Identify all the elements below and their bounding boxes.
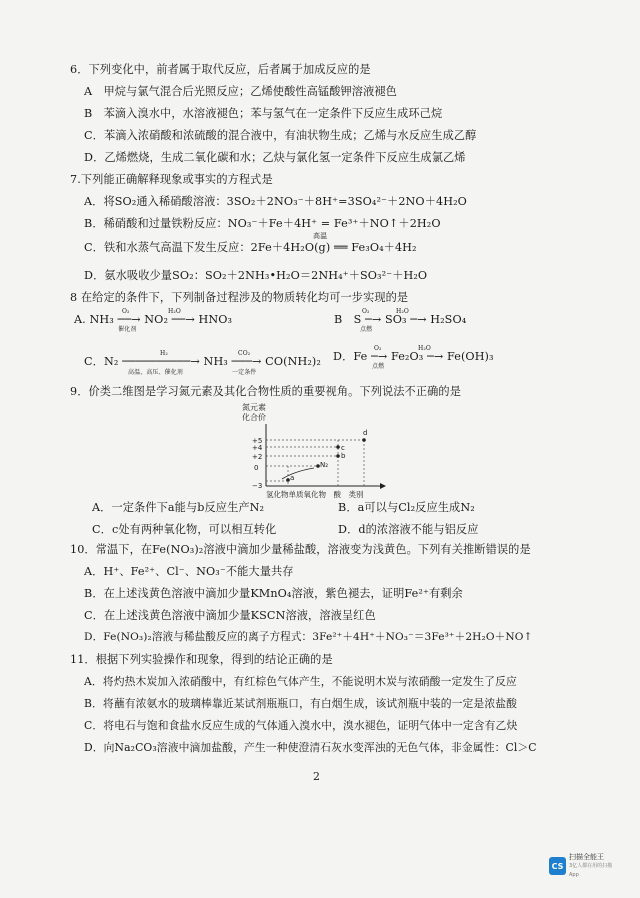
point-b [336,454,340,458]
label-d: d [363,429,368,437]
q8-stem: 8 在给定的条件下，下列制备过程涉及的物质转化均可一步实现的是 [70,291,409,304]
scanner-badge-title: 扫描全能王 [569,852,604,861]
tick-plus5: +5 [252,437,263,445]
q8-d-cond-3: 点燃 [372,363,385,370]
q9-option-b: B．a可以与Cl₂反应生成N₂ [338,501,475,514]
y-axis-label-1: 氮元素 [242,403,266,412]
q7-option-b: B．稀硝酸和过量铁粉反应：NO₃⁻＋Fe＋4H⁺ = Fe³⁺＋NO↑＋2H₂O [84,217,441,230]
q10-option-b: B．在上述浅黄色溶液中滴加少量KMnO₄溶液，紫色褪去，证明Fe²⁺有剩余 [84,587,463,600]
q7-option-c: C．铁和水蒸气高温下发生反应：2Fe＋4H₂O(g) ══ Fe₃O₄＋4H₂ [84,241,417,254]
q8-option-b: B S ─→ SO₃ ─→ H₂SO₄ [334,313,467,326]
q10-option-a: A．H⁺、Fe²⁺、Cl⁻、NO₃⁻不能大量共存 [84,565,294,578]
q8-d-cond-1: O₂ [374,345,382,352]
q8-option-a: A. NH₃ ──→ NO₂ ──→ HNO₃ [74,313,233,326]
trend-arrow [282,468,314,479]
q9-stem: 9．价类二维图是学习氮元素及其化合物性质的重要视角。下列说法不正确的是 [70,385,461,398]
q8-option-c: C．N₂ ──────────→ NH₃ ───→ CO(NH₂)₂ [84,355,321,368]
tick-plus4: +4 [252,444,263,452]
q8-c-cond-3: CO₂ [238,350,251,357]
q10-option-c: C．在上述浅黄色溶液中滴加少量KSCN溶液，溶液呈红色 [84,609,376,622]
q8-b-cond-3: 点燃 [360,326,373,333]
point-d [362,438,366,442]
q9-option-d: D．d的浓溶液不能与铝反应 [338,523,479,536]
q6-option-a: A 甲烷与氯气混合后光照反应；乙烯使酸性高锰酸钾溶液褪色 [84,85,397,98]
q7-c-condition: 高温 [313,232,328,240]
label-b: b [341,452,346,460]
q8-a-cond-3: 催化剂 [118,326,137,333]
q7-option-d: D．氨水吸收少量SO₂：SO₂＋2NH₃•H₂O＝2NH₄⁺＋SO₃²⁻＋H₂O [84,269,428,282]
label-n2: N₂ [320,461,329,469]
q8-b-cond-1: O₂ [362,308,370,315]
q7-option-a: A．将SO₂通入稀硝酸溶液：3SO₂＋2NO₃⁻＋8H⁺=3SO₄²⁻＋2NO＋4H₂O [84,195,467,208]
q11-stem: 11．根据下列实验操作和现象，得到的结论正确的是 [70,653,333,666]
q8-c-cond-4: 一定条件 [232,369,257,376]
y-axis-label-2: 化合价 [242,413,266,422]
label-a: a [290,474,295,482]
point-c [336,445,340,449]
scanner-badge-text [569,853,619,880]
q8-c-cond-1: H₂ [160,350,168,357]
camscanner-icon: CS [549,857,566,875]
tick-plus2: +2 [252,453,263,461]
q11-option-b: B．将蘸有浓氨水的玻璃棒靠近某试剂瓶瓶口，有白烟生成，该试剂瓶中装的一定是浓盐酸 [84,697,518,710]
q8-c-cond-2: 高温、高压、催化剂 [128,369,183,376]
q7-stem: 7.下列能正确解释现象或事实的方程式是 [70,173,273,186]
x-axis-arrow [380,483,386,489]
q11-option-c: C．将电石与饱和食盐水反应生成的气体通入溴水中，溴水褪色，证明气体中一定含有乙炔 [84,719,518,732]
q11-option-a: A．将灼热木炭加入浓硝酸中，有红棕色气体产生，不能说明木炭与浓硝酸一定发生了反应 [84,675,517,688]
scanner-badge [549,852,619,878]
q8-option-d: D．Fe ─→ Fe₂O₃ ─→ Fe(OH)₃ [333,350,494,363]
q8-a-cond-1: O₂ [122,308,130,315]
tick-minus3: −3 [252,482,263,490]
scanner-badge-sub: 3亿人都在用的扫描App [569,862,613,878]
q6-option-d: D．乙烯燃烧，生成二氧化碳和水；乙炔与氯化氢一定条件下反应生成氯乙烯 [84,151,466,164]
q6-stem: 6．下列变化中，前者属于取代反应，后者属于加成反应的是 [70,63,371,76]
q10-option-d: D．Fe(NO₃)₂溶液与稀盐酸反应的离子方程式：3Fe²⁺＋4H⁺＋NO₃⁻＝3Fe³⁺＋2H₂O＋NO↑ [84,631,533,643]
q8-a-cond-2: H₂O [168,308,181,315]
q11-option-d: D．向Na₂CO₃溶液中滴加盐酸，产生一种使澄清石灰水变浑浊的无色气体，非金属性：Cl＞C [84,741,537,754]
tick-zero: 0 [254,464,259,472]
q8-d-cond-2: H₂O [418,345,431,352]
q9-option-a: A．一定条件下a能与b反应生产N₂ [92,501,265,514]
x-axis-label: 氢化物单质氧化物 酸 类别 [266,490,364,499]
q9-option-c: C．c处有两种氧化物，可以相互转化 [92,523,277,536]
q8-b-cond-2: H₂O [396,308,409,315]
q6-option-b: B 苯滴入溴水中，水溶液褪色；苯与氢气在一定条件下反应生成环己烷 [84,107,443,120]
label-c: c [341,444,345,452]
guide-lines [266,440,364,486]
q10-stem: 10．常温下，在Fe(NO₃)₂溶液中滴加少量稀盐酸，溶液变为浅黄色。下列有关推断错误的是 [70,543,531,556]
q6-option-c: C．苯滴入浓硝酸和浓硫酸的混合液中，有油状物生成；乙烯与水反应生成乙醇 [84,129,477,142]
valence-class-diagram [230,400,410,498]
page-number: 2 [313,770,320,783]
